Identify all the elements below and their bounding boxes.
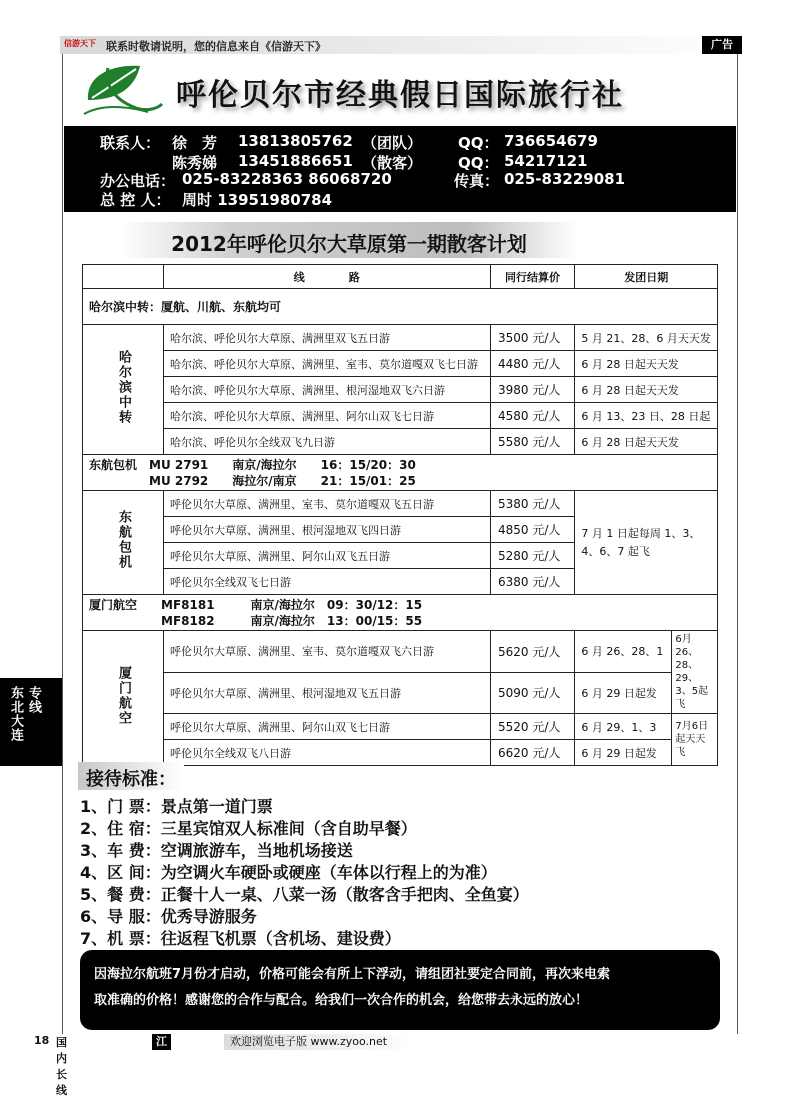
tour-plan-table — [82, 264, 718, 766]
price-cell: 3500 元/人 — [490, 325, 575, 351]
section-eastern-title — [83, 455, 718, 491]
date-cell: 6 月 29 日起发 — [575, 740, 672, 766]
manager-contact: 周时 13951980784 — [182, 191, 333, 209]
route-cell: 呼伦贝尔全线双飞七日游 — [164, 569, 491, 595]
contact-block — [64, 126, 736, 212]
section-xiamen-title — [83, 595, 718, 631]
date-cell: 6 月 29、1、3 — [575, 714, 672, 740]
table-row — [83, 377, 718, 403]
date-cell: 6 月 13、23 日、28 日起 — [575, 403, 718, 429]
source-notice: 联系时敬请说明，您的信息来自《信游天下》 — [106, 40, 326, 53]
contact-type-1: （团队） — [362, 134, 423, 152]
footer-web-link[interactable]: 欢迎浏览电子版 www.zyoo.net — [224, 1034, 414, 1050]
price-cell: 5090 元/人 — [490, 672, 575, 714]
table-row — [83, 672, 718, 714]
header-blank — [83, 265, 164, 289]
list-item: 3、车 费：空调旅游车，当地机场接送 — [80, 841, 353, 860]
list-item: 7、机 票：往返程飞机票（含机场、建设费） — [80, 929, 401, 948]
price-cell: 4580 元/人 — [490, 403, 575, 429]
manager-label: 总 控 人： — [100, 191, 171, 209]
side-label-text: 哈尔滨中转 — [116, 349, 131, 425]
footer-section: 国内长线 — [56, 1036, 67, 1097]
reception-standards-list — [80, 796, 529, 950]
section-side-label — [83, 631, 164, 766]
date-cell: 6 月 28 日起天天发 — [575, 377, 718, 403]
table-row — [83, 429, 718, 455]
reception-title: 接待标准： — [86, 769, 176, 790]
flight-line-1: 厦门航空 MF8181 南京/海拉尔 09：30/12：15 — [89, 597, 423, 612]
price-notice-box — [80, 950, 720, 1030]
notice-line-1: 因海拉尔航班7月份才启动，价格可能会有所上下浮动，请组团社要定合同前，再次来电索 — [94, 967, 611, 982]
price-cell: 6620 元/人 — [490, 740, 575, 766]
fax-number: 025-83229081 — [504, 170, 626, 188]
price-cell: 5280 元/人 — [490, 543, 575, 569]
route-cell: 呼伦贝尔大草原、满洲里、室韦、莫尔道嘎双飞五日游 — [164, 491, 491, 517]
section-side-label — [83, 325, 164, 455]
plan-title: 2012年呼伦贝尔大草原第一期散客计划 — [171, 232, 527, 256]
section-title-row — [83, 595, 718, 631]
date-cell: 5 月 21、28、6 月天天发 — [575, 325, 718, 351]
route-cell: 呼伦贝尔全线双飞八日游 — [164, 740, 491, 766]
side-label-text: 东航包机 — [116, 510, 131, 570]
footer-region-badge: 江苏皖南版 — [152, 1034, 171, 1050]
price-cell: 3980 元/人 — [490, 377, 575, 403]
route-cell: 哈尔滨、呼伦贝尔大草原、满洲里、根河湿地双飞六日游 — [164, 377, 491, 403]
notice-line-2: 取准确的价格！感谢您的合作与配合。给我们一次合作的机会，给您带去永远的放心！ — [94, 993, 589, 1008]
list-item: 4、区 间：为空调火车硬卧或硬座（车体以行程上的为准） — [80, 863, 497, 882]
route-cell: 哈尔滨、呼伦贝尔大草原、满洲里双飞五日游 — [164, 325, 491, 351]
company-name: 呼伦贝尔市经典假日国际旅行社 — [176, 78, 624, 113]
price-cell: 5580 元/人 — [490, 429, 575, 455]
price-cell: 4480 元/人 — [490, 351, 575, 377]
price-cell: 4850 元/人 — [490, 517, 575, 543]
office-phone-label: 办公电话： — [100, 172, 176, 190]
price-cell: 5620 元/人 — [490, 631, 575, 673]
route-cell: 呼伦贝尔大草原、满洲里、阿尔山双飞七日游 — [164, 714, 491, 740]
qq-number-1: 736654679 — [504, 132, 598, 150]
list-item: 5、餐 费：正餐十人一桌、八菜一汤（散客含手把肉、全鱼宴） — [80, 885, 529, 904]
price-cell: 5520 元/人 — [490, 714, 575, 740]
top-info-bar — [60, 36, 740, 54]
date-cell: 6 月 26、28、1 — [575, 631, 672, 673]
header-date: 发团日期 — [575, 265, 718, 289]
route-cell: 哈尔滨、呼伦贝尔大草原、满洲里、阿尔山双飞七日游 — [164, 403, 491, 429]
page-number: 18 — [34, 1034, 50, 1047]
leaf-logo-icon — [78, 60, 164, 118]
contact-label: 联系人： — [100, 134, 161, 152]
date-cell: 6 月 28 日起天天发 — [575, 429, 718, 455]
qq-label-1: QQ： — [458, 134, 499, 152]
route-side-tab — [0, 678, 62, 766]
header-route: 线 路 — [164, 265, 491, 289]
route-cell: 呼伦贝尔大草原、满洲里、根河湿地双飞五日游 — [164, 672, 491, 714]
company-header — [64, 56, 736, 126]
table-row — [83, 351, 718, 377]
contact-person-1: 徐 芳 — [172, 134, 218, 152]
fax-label: 传真： — [454, 172, 500, 190]
contact-phone-1: 13813805762 — [238, 132, 353, 150]
flight-line-2: MU 2792 海拉尔/南京 21：15/01：25 — [89, 473, 416, 488]
table-header-row — [83, 265, 718, 289]
section-harbin-title: 哈尔滨中转：厦航、川航、东航均可 — [83, 289, 718, 325]
table-row — [83, 714, 718, 740]
qq-label-2: QQ： — [458, 154, 499, 172]
extra-date-cell-2: 7月6日起天天飞 — [672, 714, 718, 766]
route-cell: 哈尔滨、呼伦贝尔大草原、满洲里、室韦、莫尔道嘎双飞七日游 — [164, 351, 491, 377]
route-cell: 呼伦贝尔大草原、满洲里、阿尔山双飞五日游 — [164, 543, 491, 569]
date-cell: 6 月 28 日起天天发 — [575, 351, 718, 377]
contact-person-2: 陈秀娣 — [172, 154, 218, 172]
section-title-row — [83, 455, 718, 491]
list-item: 2、住 宿：三星宾馆双人标准间（含自助早餐） — [80, 819, 417, 838]
price-cell: 5380 元/人 — [490, 491, 575, 517]
route-cell: 哈尔滨、呼伦贝尔全线双飞九日游 — [164, 429, 491, 455]
route-cell: 呼伦贝尔大草原、满洲里、根河湿地双飞四日游 — [164, 517, 491, 543]
section-title-row — [83, 289, 718, 325]
price-cell: 6380 元/人 — [490, 569, 575, 595]
side-tab-line-2: 专线 — [26, 686, 41, 714]
contact-phone-2: 13451886651 — [238, 152, 353, 170]
list-item: 6、导 服：优秀导游服务 — [80, 907, 257, 926]
list-item: 1、门 票：景点第一道门票 — [80, 797, 273, 816]
ad-badge: 广告 — [702, 36, 742, 54]
office-phone: 025-83228363 86068720 — [182, 170, 392, 188]
header-price: 同行结算价 — [490, 265, 575, 289]
table-row — [83, 403, 718, 429]
flight-line-1: 东航包机 MU 2791 南京/海拉尔 16：15/20：30 — [89, 457, 416, 472]
table-row — [83, 631, 718, 673]
extra-date-cell-1: 6月26、28、29、3、5起飞 — [672, 631, 718, 714]
side-label-text: 厦门航空 — [116, 665, 131, 726]
flight-line-2: MF8182 南京/海拉尔 13：00/15：55 — [89, 613, 423, 628]
contact-type-2: （散客） — [362, 154, 423, 172]
table-row — [83, 491, 718, 517]
publisher-logo: 信游天下 — [64, 39, 96, 48]
table-row — [83, 325, 718, 351]
qq-number-2: 54217121 — [504, 152, 588, 170]
side-tab-line-1: 东北大连 — [8, 686, 23, 742]
date-cell: 6 月 29 日起发 — [575, 672, 672, 714]
route-cell: 呼伦贝尔大草原、满洲里、室韦、莫尔道嘎双飞六日游 — [164, 631, 491, 673]
section-side-label — [83, 491, 164, 595]
merged-date-cell: 7 月 1 日起每周 1、3、4、6、7 起飞 — [575, 491, 718, 595]
